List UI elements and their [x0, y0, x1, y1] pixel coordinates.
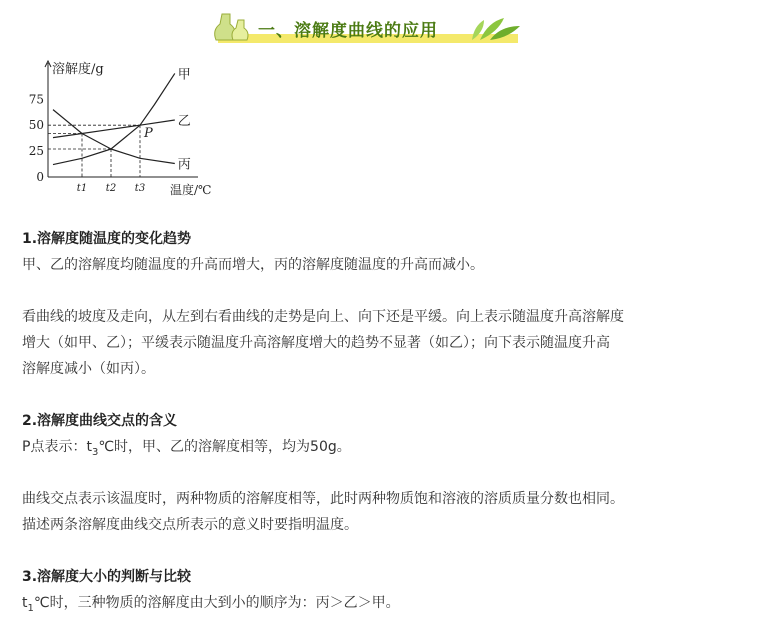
section-2-p-line: P点表示：$t_3℃$时，甲、乙的溶解度相等，均为50g。: [22, 439, 351, 458]
flask-icon: [215, 14, 248, 40]
series-label-3: 丙: [177, 157, 191, 173]
section-1-extra-2: 增大（如甲、乙）；平缓表示随温度升高溶解度增大的趋势不显著（如乙）；向下表示随温度升高: [22, 335, 610, 351]
section-3-heading: 3.溶解度大小的判断与比较: [22, 569, 192, 585]
y-tick-label: 50: [28, 118, 44, 133]
article-body: [22, 226, 742, 616]
y-tick-label: 25: [28, 144, 44, 159]
series-line-2: [53, 120, 175, 138]
section-1-extra-3: 溶解度减小（如丙）。: [22, 361, 155, 377]
section-3-line: $t_1℃$时，三种物质的溶解度由大到小的顺序为：丙＞乙＞甲。: [22, 595, 400, 614]
section-2-heading: 2.溶解度曲线交点的含义: [22, 413, 178, 429]
solubility-chart: [18, 55, 228, 205]
series-line-1: [53, 73, 175, 164]
y-tick-label: 0: [36, 170, 44, 184]
y-tick-label: 75: [28, 92, 44, 107]
x-tick-label: t1: [76, 183, 88, 194]
series-label-1: 甲: [177, 67, 191, 83]
x-tick-label: t3: [134, 183, 146, 194]
section-2-extra-1: 曲线交点表示该温度时，两种物质的溶解度相等，此时两种物质饱和溶液的溶质质量分数也相同。: [22, 491, 624, 507]
section-1-extra-1: 看曲线的坡度及走向，从左到右看曲线的走势是向上、向下还是平缓。向上表示随温度升高溶解度: [22, 309, 624, 325]
series-label-2: 乙: [177, 114, 191, 129]
point-label-p: P: [144, 126, 153, 142]
series-line-3: [53, 110, 175, 164]
x-tick-label: t2: [105, 183, 117, 194]
y-axis-label: 溶解度/g: [52, 62, 104, 77]
section-1-line-1: 甲、乙的溶解度均随温度的升高而增大，丙的溶解度随温度的升高而减小。: [22, 257, 484, 273]
section-1-heading: 1.溶解度随温度的变化趋势: [22, 231, 192, 247]
banner-title: 一、溶解度曲线的应用: [258, 21, 438, 41]
section-2-extra-2: 描述两条溶解度曲线交点所表示的意义时要指明温度。: [22, 517, 358, 533]
x-axis-label: 温度/℃: [170, 183, 212, 197]
